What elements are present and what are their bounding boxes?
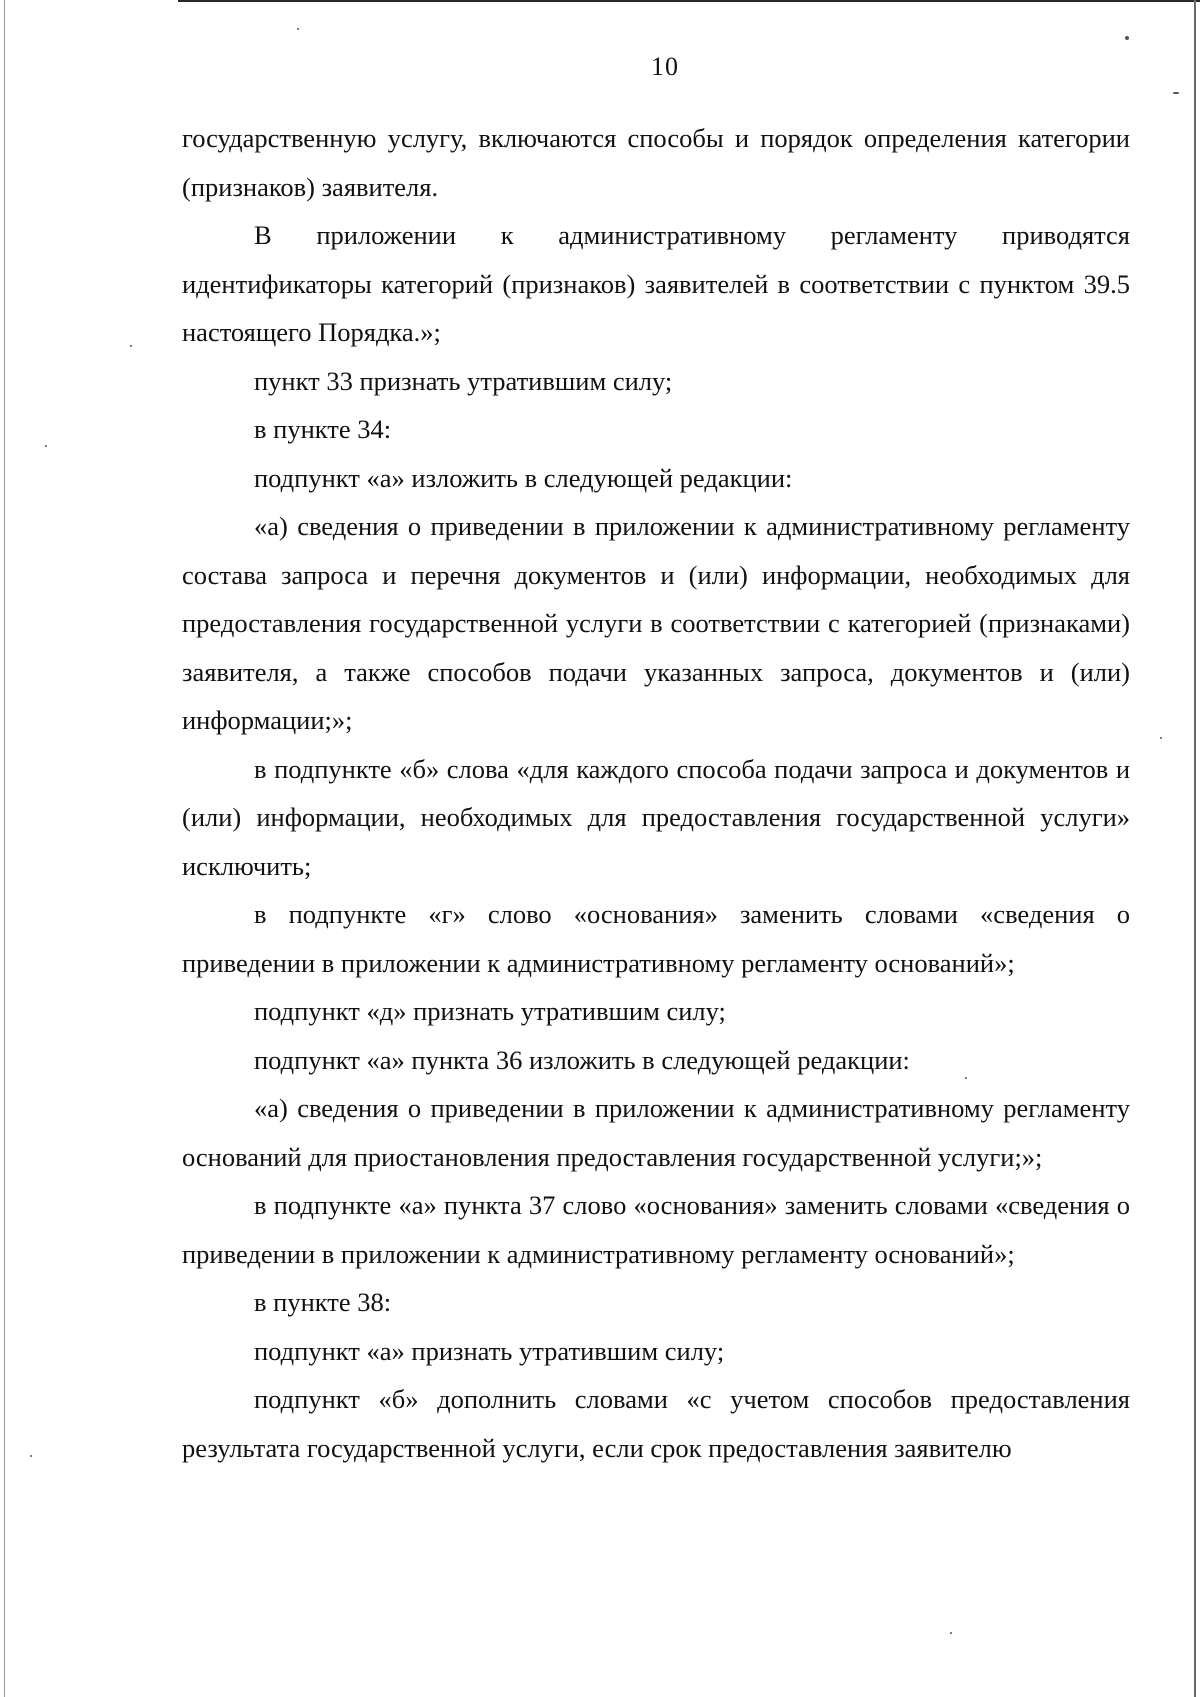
paragraph-item-34-subitem-g: в подпункте «г» слово «основания» заменить словами «сведения о приведении в приложении к административному регламенту оснований»; bbox=[182, 899, 1130, 978]
paragraph-item-34-subitem-b: в подпункте «б» слова «для каждого способа подачи запроса и документов и (или) информации, необходимых для предоставления государственной услуги» исключить; bbox=[182, 753, 1130, 881]
paragraph-item-34-subitem-d: подпункт «д» признать утратившим силу; bbox=[254, 996, 726, 1026]
paragraph-continuation: государственную услугу, включаются способы и порядок определения категории (признаков) заявителя. bbox=[182, 123, 1130, 202]
top-edge-rule bbox=[178, 0, 1200, 2]
paragraph-item-34-heading: в пункте 34: bbox=[254, 414, 392, 444]
scan-speck bbox=[45, 445, 47, 447]
document-body bbox=[182, 114, 1130, 1472]
paragraph-item-38-heading: в пункте 38: bbox=[254, 1287, 392, 1317]
paragraph-item-37-subitem-a: в подпункте «а» пункта 37 слово «основания» заменить словами «сведения о приведении в приложении к административному регламенту оснований»; bbox=[182, 1190, 1130, 1269]
scan-speck bbox=[950, 1632, 952, 1634]
scan-speck bbox=[297, 28, 299, 30]
right-scan-edge bbox=[1194, 0, 1196, 1697]
scan-speck bbox=[130, 345, 132, 347]
paragraph-item-34-subitem-a-text: «а) сведения о приведении в приложении к административному регламенту состава запроса и перечня документов и (или) информации, необходимых для предоставления государственной услуги в соответствии с категорией (признаками) заявителя, а также способов подачи указанных запроса, документов и (или) информации;»; bbox=[182, 511, 1130, 735]
page-number: 10 bbox=[651, 52, 679, 81]
scan-speck bbox=[30, 1455, 32, 1457]
scan-speck bbox=[1173, 92, 1179, 94]
paragraph-item-34-subitem-a: подпункт «а» изложить в следующей редакции: bbox=[254, 462, 793, 493]
scan-speck bbox=[1160, 737, 1162, 739]
paragraph-item-38-subitem-b: подпункт «б» дополнить словами «с учетом способов предоставления результата государственной услуги, если срок предоставления заявителю bbox=[182, 1384, 1130, 1463]
left-scan-edge bbox=[4, 0, 5, 1697]
paragraph-item-33: пункт 33 признать утратившим силу; bbox=[254, 365, 673, 396]
scan-speck bbox=[1125, 36, 1129, 40]
paragraph-item-36-subitem-a-text: «а) сведения о приведении в приложении к административному регламенту оснований для приостановления предоставления государственной услуги;»; bbox=[182, 1093, 1130, 1172]
paragraph-item-36-subitem-a: подпункт «а» пункта 36 изложить в следующей редакции: bbox=[254, 1044, 910, 1075]
paragraph-appendix-identifiers: В приложении к административному регламенту приводятся идентификаторы категорий (признаков) заявителей в соответствии с пунктом 39.5 настоящего Порядка.»; bbox=[182, 220, 1130, 347]
paragraph-item-38-subitem-a: подпункт «а» признать утратившим силу; bbox=[254, 1335, 725, 1366]
